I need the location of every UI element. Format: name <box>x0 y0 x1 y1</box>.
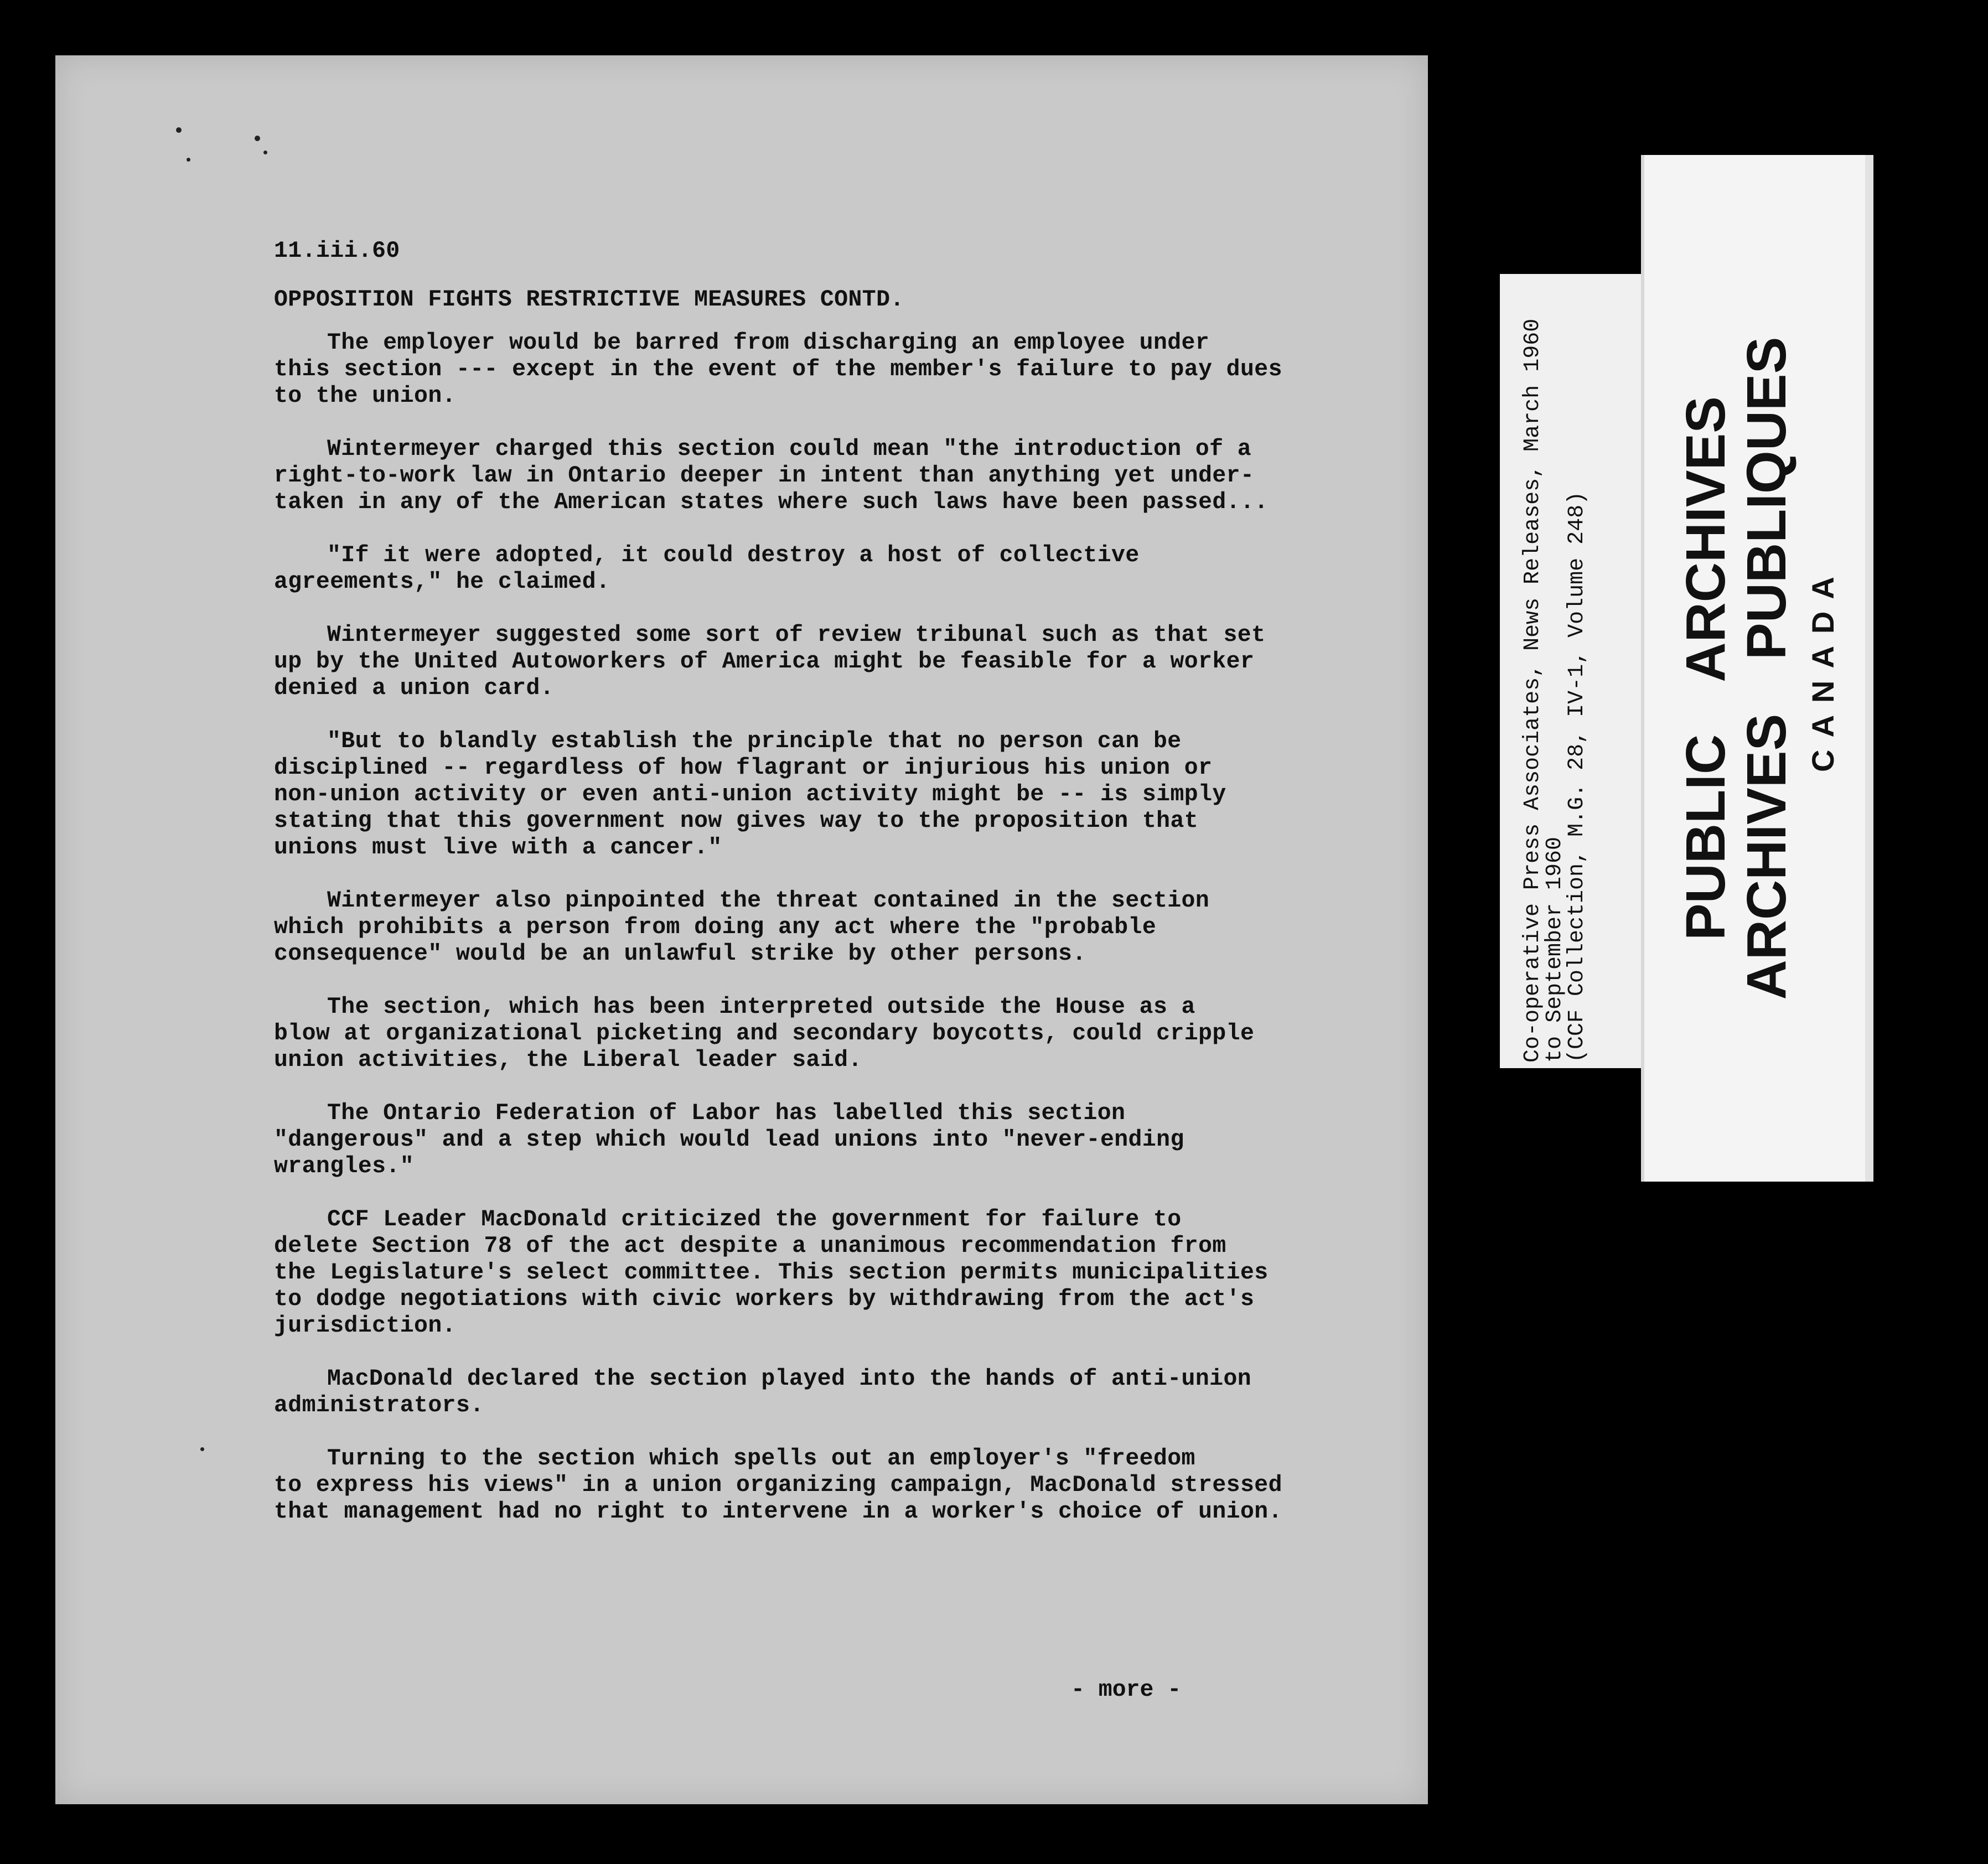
stamp-text <box>1644 155 1871 1182</box>
paragraph: CCF Leader MacDonald criticized the government for failure to delete Section 78 of the act despite a unanimous recommendation from the Legislature's select committee. This section permits municipalities to dodge negotiations with civic workers by withdrawing from the act's jurisdiction. <box>274 1207 1269 1339</box>
document-heading: OPPOSITION FIGHTS RESTRICTIVE MEASURES CONTD. <box>274 287 904 313</box>
paragraph: "If it were adopted, it could destroy a host of collective agreements," he claimed. <box>274 542 1140 595</box>
paragraph: Turning to the section which spells out an employer's "freedom to express his views" in a union organizing campaign, MacDonald stressed that management had no right to intervene in a worker's choice of union. <box>274 1446 1282 1525</box>
paragraph: Wintermeyer suggested some sort of review tribunal such as that set up by the United Autoworkers of America might be feasible for a worker denied a union card. <box>274 622 1266 701</box>
citation-text <box>1500 274 1655 1068</box>
document-body <box>274 238 1359 1552</box>
citation-line: to September 1960 <box>1542 836 1567 1063</box>
citation-line: Co-operative Press Associates, News Releases, March 1960 <box>1520 318 1545 1063</box>
speck <box>176 127 182 133</box>
paragraph: Wintermeyer charged this section could mean "the introduction of a right-to-work law in Ontario deeper in intent than anything yet under- taken in any of the American states where such laws have been passed... <box>274 436 1269 515</box>
stamp-line-french: ARCHIVES PUBLIQUES <box>1735 336 1798 1000</box>
paragraph: Wintermeyer also pinpointed the threat contained in the section which prohibits a person from doing any act where the "probable consequence" would be an unlawful strike by other persons. <box>274 888 1210 967</box>
citation-label <box>1500 274 1655 1068</box>
paragraph: The section, which has been interpreted outside the House as a blow at organizational picketing and secondary boycotts, could cripple union activities, the Liberal leader said. <box>274 994 1255 1073</box>
paragraph: The Ontario Federation of Labor has labelled this section "dangerous" and a step which would lead unions into "never-ending wrangles." <box>274 1100 1184 1179</box>
paragraph: "But to blandly establish the principle that no person can be disciplined -- regardless of how flagrant or injurious his union or non-union activity or even anti-union activity might be -- is simply stating that this government now gives way to the proposition that unions must live with a cancer." <box>274 728 1226 861</box>
speck <box>200 1447 204 1451</box>
speck <box>187 158 190 162</box>
paragraph: MacDonald declared the section played into the hands of anti-union administrators. <box>274 1366 1252 1418</box>
paragraph: The employer would be barred from discharging an employee under this section --- except in the event of the member's failure to pay dues to the union. <box>274 330 1282 409</box>
speck <box>255 136 260 141</box>
archives-stamp <box>1641 155 1871 1182</box>
stamp-line-english: PUBLIC ARCHIVES <box>1674 396 1737 941</box>
citation-line: (CCF Collection, M.G. 28, IV-1, Volume 248) <box>1565 491 1590 1063</box>
stamp-tab <box>1865 155 1873 1182</box>
document-date: 11.iii.60 <box>274 238 400 264</box>
speck <box>263 151 267 154</box>
stamp-country: CANADA <box>1805 565 1840 772</box>
document-page <box>55 55 1428 1804</box>
more-indicator: - more - <box>1071 1677 1182 1703</box>
